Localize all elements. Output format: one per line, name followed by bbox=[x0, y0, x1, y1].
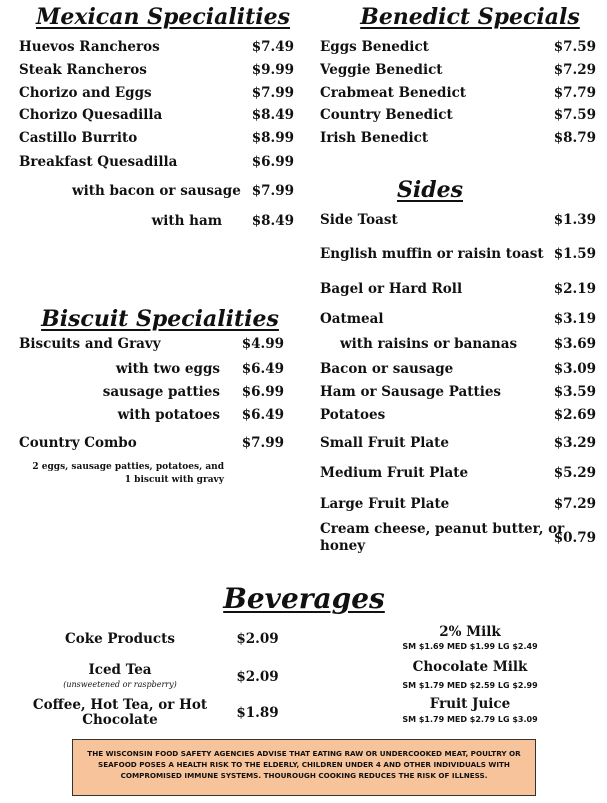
beverage-price: $1.89 bbox=[236, 705, 279, 721]
menu-item-price: $7.99 bbox=[241, 435, 284, 451]
notice-line: COMPROMISED IMMUNE SYSTEMS. THOUROUGH COOKING REDUCES THE RISK OF ILLNESS. bbox=[120, 771, 488, 780]
menu-item-name: Country Combo bbox=[19, 435, 137, 451]
menu-item-price: $6.49 bbox=[241, 361, 284, 377]
menu-item-price: $7.99 bbox=[251, 85, 294, 101]
beverage-name-continued: Chocolate bbox=[82, 712, 158, 728]
menu-item-price: $7.49 bbox=[251, 39, 294, 55]
menu-item-name-continued: honey bbox=[320, 538, 366, 554]
menu-item-name: Irish Benedict bbox=[320, 130, 429, 146]
menu-item-name: Huevos Rancheros bbox=[19, 39, 160, 55]
menu-item-price: $0.79 bbox=[553, 530, 596, 546]
beverage-name: 2% Milk bbox=[439, 624, 501, 640]
menu-item-price: $6.99 bbox=[251, 154, 294, 170]
notice-line: THE WISCONSIN FOOD SAFETY AGENCIES ADVISE THAT EATING RAW OR UNDERCOOKED MEAT, POULTRY OR bbox=[87, 749, 521, 758]
menu-item-name: Side Toast bbox=[320, 212, 398, 228]
beverage-subtext: (unsweetened or raspberry) bbox=[63, 680, 177, 689]
notice-line: SEAFOOD POSES A HEALTH RISK TO THE ELDERLY, CHILDREN UNDER 4 AND OTHER INDIVIDUALS WITH bbox=[98, 760, 510, 769]
menu-item-name: with ham bbox=[151, 213, 222, 229]
menu-item-name: Veggie Benedict bbox=[320, 62, 443, 78]
menu-item-price: $8.79 bbox=[553, 130, 596, 146]
menu-item-price: $1.59 bbox=[553, 246, 596, 262]
sides-heading: Sides bbox=[396, 177, 463, 203]
menu-item-name: Oatmeal bbox=[320, 311, 384, 327]
menu-item-price: $8.99 bbox=[251, 130, 294, 146]
beverage-size-prices: SM $1.69 MED $1.99 LG $2.49 bbox=[402, 642, 538, 651]
menu-item-name: sausage patties bbox=[102, 384, 220, 400]
menu-item-price: $6.99 bbox=[241, 384, 284, 400]
beverage-name: Chocolate Milk bbox=[412, 659, 528, 675]
menu-item-price: $3.09 bbox=[553, 361, 596, 377]
menu-item-name: Bagel or Hard Roll bbox=[320, 281, 463, 297]
mexican-specialities-heading: Mexican Specialities bbox=[35, 4, 291, 30]
menu-item-price: $7.59 bbox=[553, 39, 596, 55]
menu-item-name: with potatoes bbox=[117, 407, 220, 423]
menu-item-price: $2.19 bbox=[553, 281, 596, 297]
menu-item-name: Bacon or sausage bbox=[320, 361, 454, 377]
menu-item-price: $7.29 bbox=[553, 62, 596, 78]
menu-item-price: $1.39 bbox=[553, 212, 596, 228]
menu-item-price: $8.49 bbox=[251, 213, 294, 229]
menu-item-name: with raisins or bananas bbox=[340, 336, 518, 352]
menu-item-name: Country Benedict bbox=[320, 107, 453, 123]
menu-item-name: with bacon or sausage bbox=[72, 183, 241, 199]
menu-item-price: $9.99 bbox=[251, 62, 294, 78]
menu-item-price: $7.29 bbox=[553, 496, 596, 512]
menu-item-price: $6.49 bbox=[241, 407, 284, 423]
benedict-specials-heading: Benedict Specials bbox=[360, 4, 580, 30]
combo-note bbox=[14, 461, 224, 487]
beverage-price: $2.09 bbox=[236, 631, 279, 647]
menu-item-name: with two eggs bbox=[115, 361, 220, 377]
menu-item-name: Medium Fruit Plate bbox=[320, 465, 469, 481]
menu-item-price: $3.19 bbox=[553, 311, 596, 327]
menu-item-price: $3.69 bbox=[553, 336, 596, 352]
menu-item-name: Small Fruit Plate bbox=[320, 435, 449, 451]
menu-item-name: English muffin or raisin toast bbox=[320, 246, 544, 262]
beverage-price: $2.09 bbox=[236, 669, 279, 685]
menu-item-name: Chorizo Quesadilla bbox=[19, 107, 163, 123]
beverage-name: Coffee, Hot Tea, or Hot bbox=[32, 697, 208, 713]
food-safety-notice bbox=[72, 739, 536, 796]
menu-item-name: Cream cheese, peanut butter, or bbox=[320, 521, 565, 537]
menu-item-price: $3.59 bbox=[553, 384, 596, 400]
combo-note-line: 1 biscuit with gravy bbox=[124, 475, 224, 485]
beverage-size-prices: SM $1.79 MED $2.79 LG $3.09 bbox=[402, 715, 538, 724]
beverage-size-prices: SM $1.79 MED $2.59 LG $2.99 bbox=[402, 681, 538, 690]
menu-item-name: Crabmeat Benedict bbox=[320, 85, 467, 101]
beverage-name: Fruit Juice bbox=[429, 696, 511, 712]
combo-note-line: 2 eggs, sausage patties, potatoes, and bbox=[32, 462, 224, 472]
biscuit-specialities-heading: Biscuit Specialities bbox=[41, 306, 279, 332]
menu-item-name: Biscuits and Gravy bbox=[19, 336, 161, 352]
menu-item-price: $7.79 bbox=[553, 85, 596, 101]
menu-item-name: Chorizo and Eggs bbox=[19, 85, 152, 101]
menu-item-price: $2.69 bbox=[553, 407, 596, 423]
menu-item-name: Castillo Burrito bbox=[19, 130, 138, 146]
menu-item-price: $5.29 bbox=[553, 465, 596, 481]
menu-item-price: $7.59 bbox=[553, 107, 596, 123]
menu-item-price: $8.49 bbox=[251, 107, 294, 123]
beverage-name: Iced Tea bbox=[88, 662, 152, 678]
menu-item-name: Potatoes bbox=[320, 407, 386, 423]
menu-item-name: Eggs Benedict bbox=[320, 39, 429, 55]
beverage-name: Coke Products bbox=[65, 631, 175, 647]
menu-item-price: $4.99 bbox=[241, 336, 284, 352]
menu-item-price: $3.29 bbox=[553, 435, 596, 451]
menu-item-name: Large Fruit Plate bbox=[320, 496, 450, 512]
menu-item-name: Breakfast Quesadilla bbox=[19, 154, 178, 170]
beverages-heading: Beverages bbox=[223, 582, 385, 615]
menu-item-name: Steak Rancheros bbox=[19, 62, 147, 78]
menu-item-price: $7.99 bbox=[251, 183, 294, 199]
menu-item-name: Ham or Sausage Patties bbox=[320, 384, 502, 400]
